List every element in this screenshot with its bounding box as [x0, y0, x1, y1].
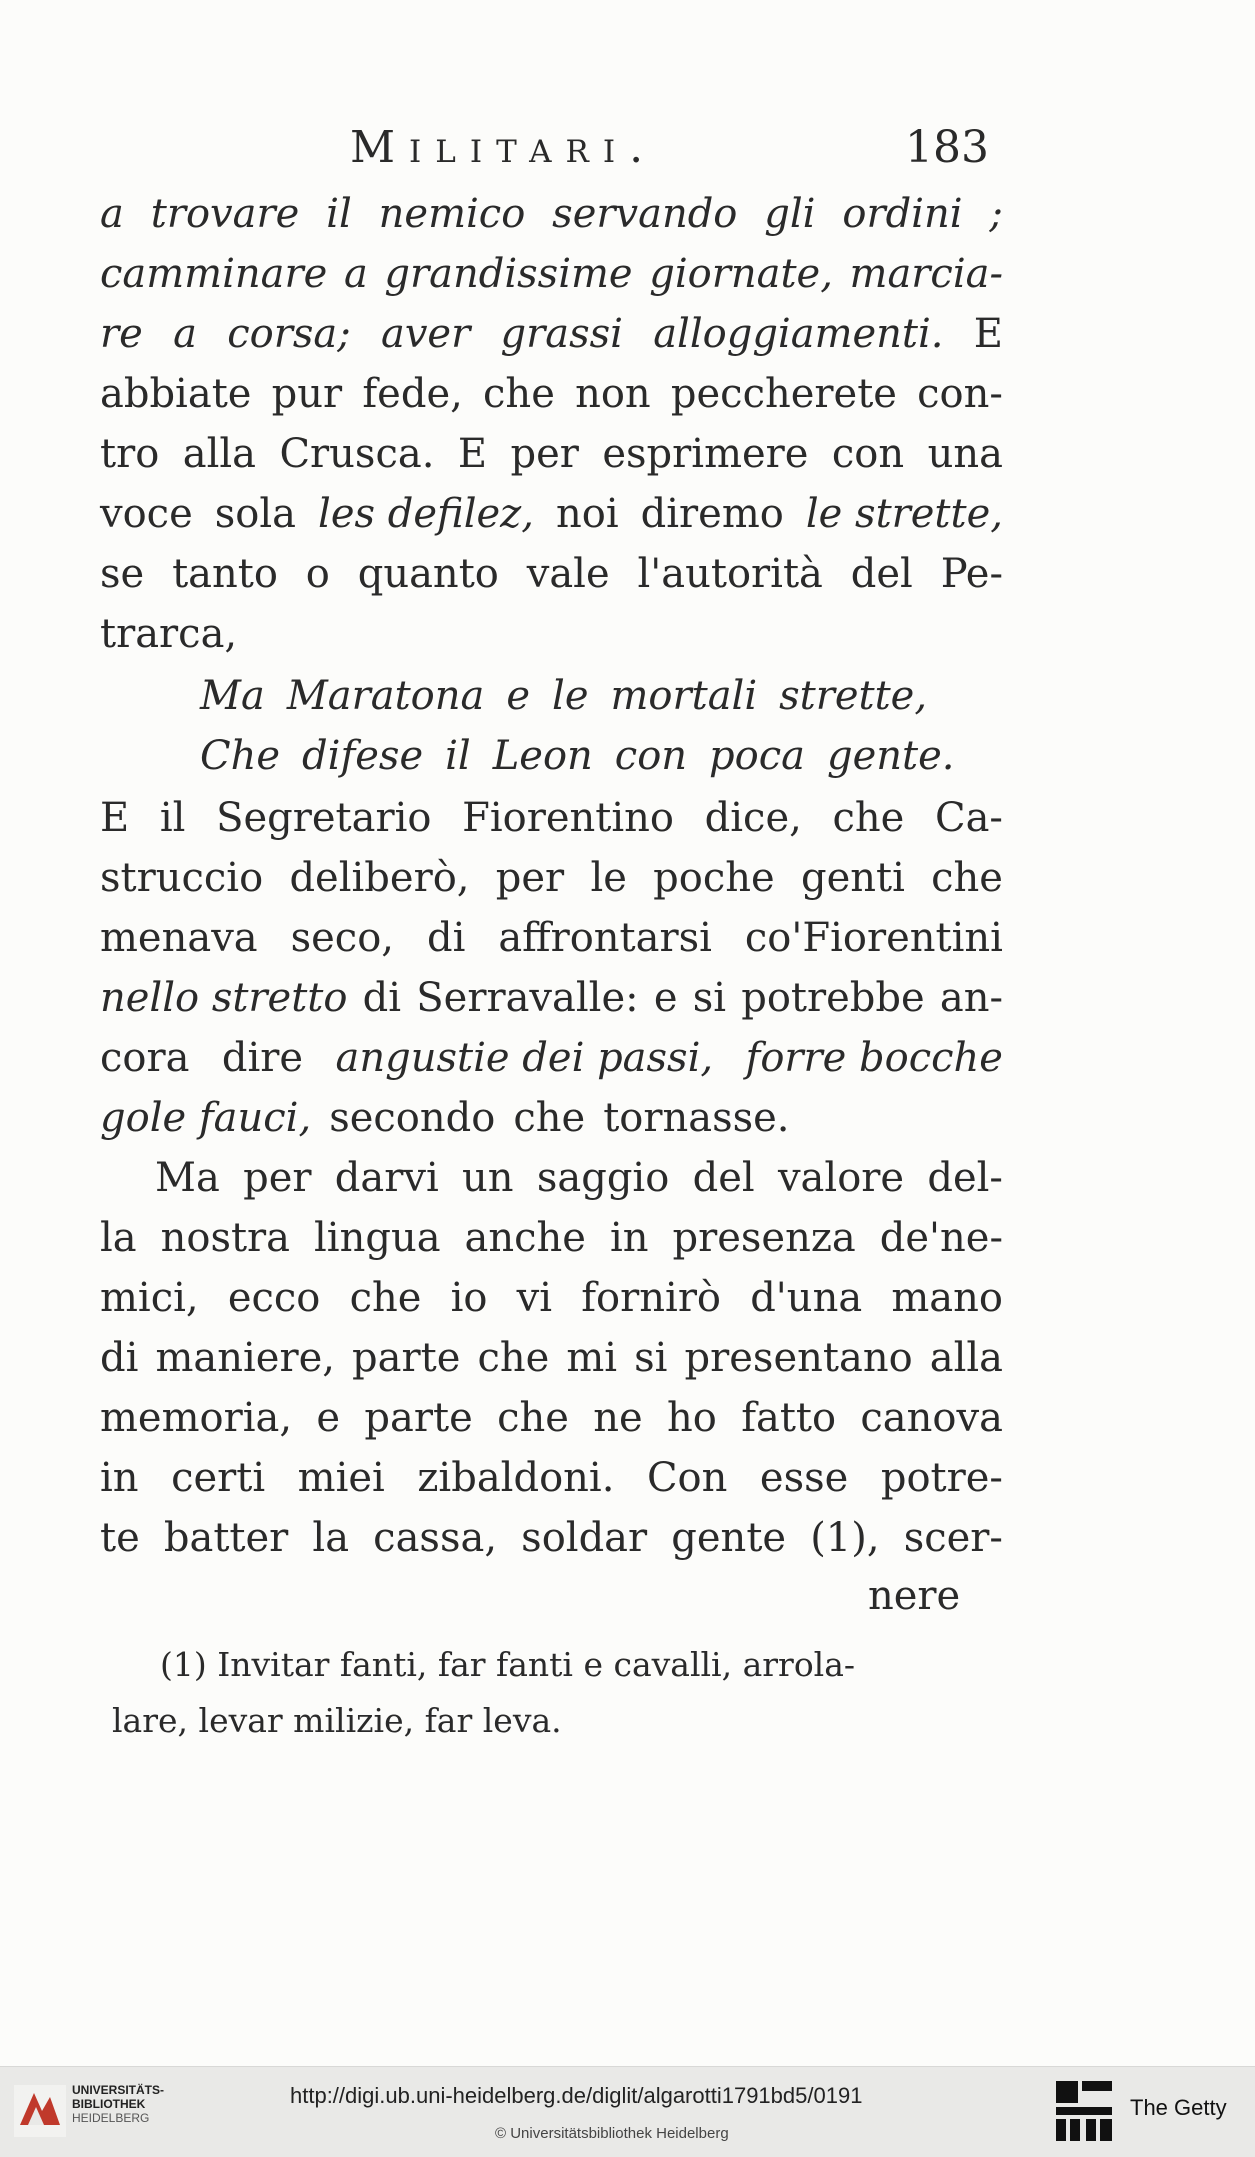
text-line: la nostra lingua anche in presenza de'ne- [100, 1215, 1003, 1261]
text-line: se tanto o quanto vale l'autorità del Pe- [100, 551, 1003, 597]
running-title: Militari. [350, 122, 658, 173]
getty-label: The Getty [1130, 2095, 1227, 2120]
text-line: E il Segretario Fiorentino dice, che Ca- [100, 795, 1003, 841]
footnote-line: (1) Invitar fanti, far fanti e cavalli, arrola- [160, 1645, 856, 1684]
text-line: in certi miei zibaldoni. Con esse potre- [100, 1455, 1003, 1501]
text-line: cora dire angustie dei passi, forre bocche [100, 1035, 1003, 1081]
text-line: mici, ecco che io vi fornirò d'una mano [100, 1275, 1003, 1321]
catchword: nere [868, 1573, 961, 1619]
text-line: struccio deliberò, per le poche genti che [100, 855, 1003, 901]
verse-line: Ma Maratona e le mortali strette, [200, 673, 928, 719]
text-line: gole fauci, secondo che tornasse. [100, 1095, 790, 1141]
text-line: a trovare il nemico servando gli ordini ; [100, 191, 1003, 237]
text-line: camminare a grandissime giornate, marcia- [100, 251, 1003, 297]
text-line: di maniere, parte che mi si presentano alla [100, 1335, 1003, 1381]
page-header [0, 122, 1255, 182]
text-line: re a corsa; aver grassi alloggiamenti. E [100, 311, 1003, 357]
footnote-line: lare, levar milizie, far leva. [112, 1701, 562, 1740]
text-line: menava seco, di affrontarsi co'Fiorentini [100, 915, 1003, 961]
text-line: nello stretto di Serravalle: e si potrebbe an- [100, 975, 1003, 1021]
permalink-url[interactable]: http://digi.ub.uni-heidelberg.de/diglit/algarotti1791bd5/0191 [290, 2083, 863, 2108]
copyright-notice: © Universitätsbibliothek Heidelberg [495, 2125, 729, 2142]
text-line: tro alla Crusca. E per esprimere con una [100, 431, 1003, 477]
text-line: abbiate pur fede, che non peccherete con- [100, 371, 1003, 417]
viewer-footer [0, 2066, 1255, 2157]
page-number: 183 [905, 122, 989, 173]
text-line: memoria, e parte che ne ho fatto canova [100, 1395, 1003, 1441]
text-line: te batter la cassa, soldar gente (1), scer- [100, 1515, 1003, 1561]
text-line: voce sola les defilez, noi diremo le strette, [100, 491, 1003, 537]
university-library-logo-icon [14, 2085, 66, 2137]
getty-logo-icon [1056, 2081, 1112, 2141]
text-line: Ma per darvi un saggio del valore del- [155, 1155, 1003, 1201]
text-line: trarca, [100, 611, 238, 657]
verse-line: Che difese il Leon con poca gente. [200, 733, 955, 779]
library-name: UNIVERSITÄTS- BIBLIOTHEK HEIDELBERG [72, 2083, 165, 2125]
